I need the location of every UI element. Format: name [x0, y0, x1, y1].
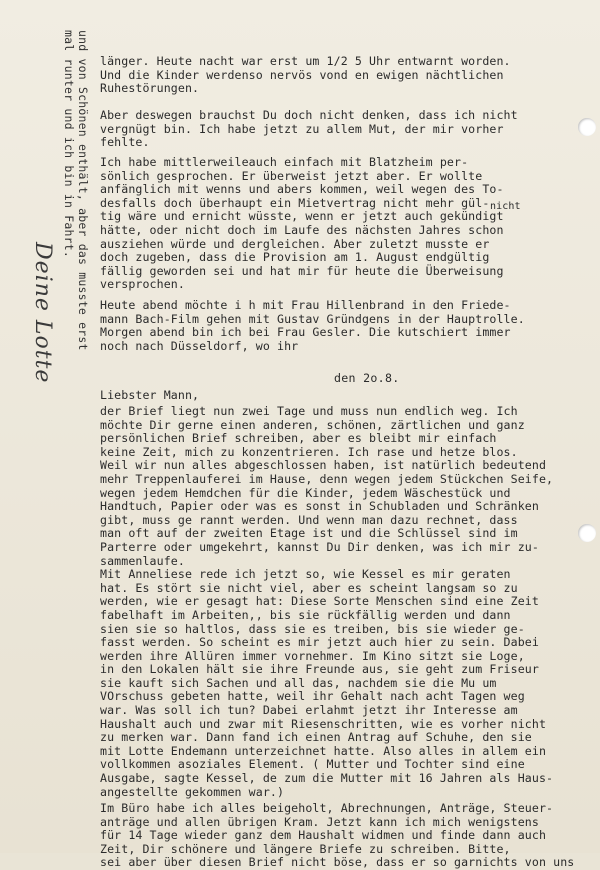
- paragraph-3: [100, 156, 582, 292]
- text-line: fabelhaft im Arbeiten,, bis sie rückfällig werden und dann: [100, 607, 511, 622]
- text-line: wegen jedem Hemdchen für die Kinder, jedem Wäschestück und: [100, 485, 511, 500]
- text-line: VOrschuss gebeten hatte, weil ihr Gehalt nach acht Tagen weg: [100, 689, 525, 704]
- text-line: Und die Kinder werdenso nervös vond en ewigen nächtlichen: [100, 67, 504, 82]
- margin-note: [62, 30, 90, 351]
- text-line: keine Zeit, mich zu konzentrieren. Ich rase und hetze blos.: [100, 444, 518, 459]
- text-line: Zeit, Dir schönere und längere Briefe zu schreiben. Bitte,: [100, 841, 511, 856]
- letter-paragraph-1: [100, 405, 582, 799]
- text-line: Weil wir nun alles abgeschlossen haben, ist natürlich bedeutend: [100, 458, 547, 473]
- text-line: versprochen.: [100, 277, 185, 292]
- salutation: Liebster Mann,: [100, 388, 200, 402]
- text-line: angestellte gekommen war.): [100, 784, 285, 799]
- text-line: Parterre oder umgekehrt, kannst Du Dir denken, was ich mir zu-: [100, 539, 539, 554]
- text-line: fehlte.: [100, 135, 150, 150]
- text-line: Morgen abend bin ich bei Frau Gesler. Die kutschiert immer: [100, 325, 511, 340]
- text-line: ausziehen würde und dergleichen. Aber zuletzt musste er: [100, 236, 490, 251]
- paragraph-4: [100, 299, 582, 353]
- text-line: vollkommen asoziales Element. ( Mutter und Tochter sind eine: [100, 757, 525, 772]
- text-line: Ich habe mittlerweileauch einfach mit Blatzheim per-: [100, 155, 469, 169]
- interlinear-insertion: nicht: [490, 201, 521, 212]
- text-line: anträge und allen übrigen Kram. Jetzt kann ich mich wenigstens: [100, 814, 539, 829]
- text-line: mit Lotte Endemann unterzeichnet hatte. Also alles in allem ein: [100, 743, 547, 758]
- handwritten-signature: Deine Lotte: [30, 242, 55, 384]
- text-line: doch zugeben, dass die Provision am 1. August endgültig: [100, 250, 490, 265]
- text-line: tig wäre und ernicht wüsste, wenn er jetzt auch gekündigt: [100, 209, 504, 224]
- text-line: Mit Anneliese rede ich jetzt so, wie Kessel es mir geraten: [100, 567, 511, 582]
- letter-date: den 2o.8.: [334, 371, 400, 385]
- text-line: Heute abend möchte i h mit Frau Hillenbrand in den Friede-: [100, 298, 511, 312]
- letter-paragraph-2: [100, 802, 582, 870]
- text-line: werden, wie er gesagt hat: Diese Sorte Menschen sind eine Zeit: [100, 594, 539, 609]
- text-line: sie kauft sich Sachen und all das, nachdem sie die Mu um: [100, 675, 497, 690]
- text-line: man oft auf der zweiten Etage ist und die Schlüssel sind im: [100, 526, 518, 541]
- text-line: sien sie so haltlos, dass sie es treiben, bis sie wieder ge-: [100, 621, 525, 636]
- text-line: fasst werden. So scheint es mir jetzt auch hier zu sein. Dabei: [100, 635, 539, 650]
- text-line: möchte Dir gerne einen anderen, schönen, zärtlichen und ganz: [100, 417, 525, 432]
- text-line: in den Lokalen hält sie ihre Freunde aus, sie geht zum Friseur: [100, 662, 539, 677]
- text-line: Ruhestörungen.: [100, 81, 200, 96]
- text-line: Handtuch, Papier oder was es sonst in Schubladen und Schränken: [100, 499, 539, 514]
- text-line: sammenlaufe.: [100, 553, 185, 568]
- text-line: anfänglich mit wenns und abers kommen, weil wegen des To-: [100, 182, 504, 197]
- text-line: Haushalt auch und zwar mit Riesenschritten, wie es vorher nicht: [100, 716, 547, 731]
- text-line: Aber deswegen brauchst Du doch nicht denken, dass ich nicht: [100, 108, 518, 122]
- text-line: der Brief liegt nun zwei Tage und muss nun endlich weg. Ich: [100, 404, 518, 418]
- text-line: mann Bach-Film gehen mit Gustav Gründgens in der Hauptrolle.: [100, 311, 525, 326]
- text-line: war. Was soll ich tun? Dabei erlahmt jetzt ihr Interesse am: [100, 703, 518, 718]
- text-line: noch nach Düsseldorf, wo ihr: [100, 338, 299, 353]
- text-line: für 14 Tage wieder ganz dem Haushalt widmen und finde dann auch: [100, 828, 547, 843]
- text-line: persönlichen Brief schreiben, aber es bleibt mir einfach: [100, 431, 497, 446]
- text-line: werden ihre Allüren immer vornehmer. Im Kino sitzt sie Loge,: [100, 648, 525, 663]
- text-line: hätte, oder nicht doch im Laufe des nächsten Jahres schon: [100, 222, 504, 237]
- text-line: Im Büro habe ich alles beigeholt, Abrechnungen, Anträge, Steuer-: [100, 801, 554, 815]
- text-line: hat. Es stört sie nicht viel, aber es scheint langsam so zu: [100, 580, 518, 595]
- paragraph-2: [100, 109, 582, 150]
- text-line: länger. Heute nacht war erst um 1/2 5 Uhr entwarnt worden.: [100, 54, 511, 68]
- text-line: zu merken war. Dann fand ich einen Antrag auf Schuhe, den sie: [100, 730, 532, 745]
- text-line: fällig geworden sei und hat mir für heute die Überweisung: [100, 263, 504, 278]
- text-line: vergnügt bin. Ich habe jetzt zu allem Mut, der mir vorher: [100, 121, 504, 136]
- margin-note-line: mal runter und ich bin in Fahrt.: [62, 30, 76, 258]
- text-line: sönlich gesprochen. Er überweist jetzt aber. Er wollte: [100, 168, 483, 183]
- paragraph-1: [100, 55, 582, 96]
- text-line: Ausgabe, sagte Kessel, de zum die Mutter mit 16 Jahren als Haus-: [100, 771, 554, 786]
- text-line: sei aber über diesen Brief nicht böse, dass er so garnichts von uns: [100, 855, 575, 870]
- margin-note-line: und von Schönen enthält, aber das musste erst: [76, 30, 90, 351]
- text-line: gibt, muss ge rannt werden. Und wenn man dazu rechnet, dass: [100, 512, 518, 527]
- text-line: desfalls doch überhaupt ein Mietvertrag nicht mehr gül-: [100, 195, 490, 210]
- text-line: mehr Treppenlauferei im Hause, denn wegen jedem Stückchen Seife,: [100, 471, 554, 486]
